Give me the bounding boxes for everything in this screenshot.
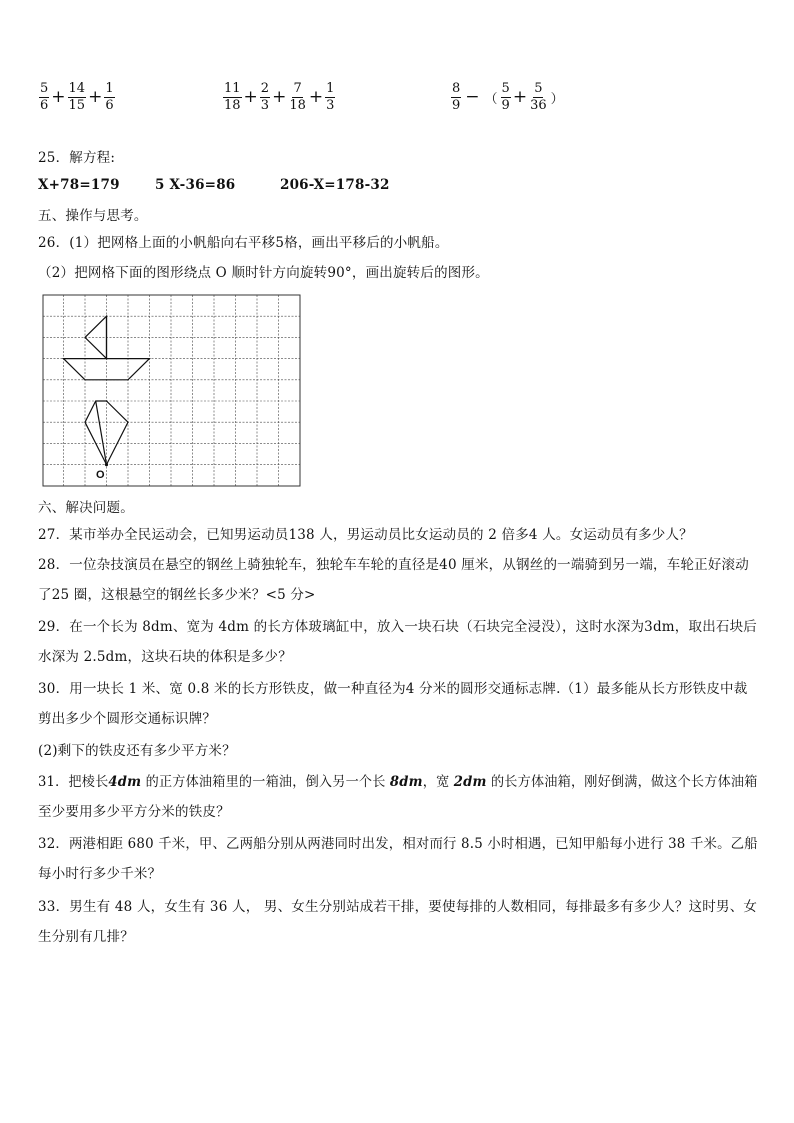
q25-title: 25．解方程: (38, 150, 116, 166)
fraction: $\frac{7}{18}$ (289, 80, 306, 113)
question-30-line-2: 剪出多少个圆形交通标识牌？ (38, 711, 217, 727)
calc-expression-1 (38, 77, 116, 117)
equation-3: 206-X=178-32 (280, 177, 390, 193)
minus-sign: − (465, 87, 480, 107)
question-32-line-1: 32．两港相距 680 千米，甲、乙两船分别从两港同时出发，相对而行 8.5 小时相遇，已知甲船每小进行 38 千米。乙船 (38, 836, 758, 852)
question-28-line-2: 了25 圈，这根悬空的钢丝长多少米？<5 分> (38, 587, 316, 603)
plus-sign: + (51, 87, 66, 107)
question-30-line-1: 30．用一块长 1 米、宽 0.8 米的长方形铁皮，做一种直径为4 分米的圆形交通标志牌.（1）最多能从长方形铁皮中裁 (38, 681, 748, 697)
question-31-line-2: 至少要用多少平方分米的铁皮？ (38, 804, 230, 820)
equation-1: X+78=179 (38, 177, 120, 193)
question-33-line-1: 33．男生有 48 人，女生有 36 人， 男、女生分别站成若干排，要使每排的人数相同，每排最多有多少人？这时男、女 (38, 899, 758, 915)
fraction: $\frac{1}{3}$ (326, 80, 335, 113)
grid-lines (43, 295, 300, 486)
fraction: $\frac{8}{9}$ (452, 80, 461, 113)
calc-expression-2 (222, 77, 336, 117)
point-o-label: O (96, 469, 105, 481)
question-29-line-1: 29．在一个长为 8dm、宽为 4dm 的长方体玻璃缸中，放入一块石块（石块完全浸没），这时水深为3dm，取出石块后 (38, 619, 757, 635)
question-28-line-1: 28．一位杂技演员在悬空的钢丝上骑独轮车，独轮车车轮的直径是40 厘米，从钢丝的一端骑到另一端，车轮正好滚动 (38, 557, 749, 573)
question-31-line-1: 31．把棱长4dm 的正方体油箱里的一箱油，倒入另一个长 8dm，宽 2dm 的长方体油箱，刚好倒满，做这个长方体油箱 (38, 774, 758, 790)
plus-sign: + (512, 87, 528, 107)
calc-expression-3 (450, 77, 566, 117)
grid-border (43, 295, 300, 486)
left-paren: （ (484, 91, 498, 107)
fraction: $\frac{5}{6}$ (40, 80, 49, 113)
fraction: $\frac{11}{18}$ (224, 80, 241, 113)
fraction: $\frac{14}{15}$ (68, 80, 86, 113)
section-6-heading: 六、解决问题。 (38, 500, 134, 516)
plus-sign: + (88, 87, 103, 107)
equation-2: 5 X-36=86 (155, 177, 236, 193)
plus-sign: + (272, 87, 287, 107)
q26-part1: 26．(1）把网格上面的小帆船向右平移5格，画出平移后的小帆船。 (38, 235, 449, 251)
point-o (105, 463, 108, 466)
fraction: $\frac{5}{36}$ (530, 80, 547, 113)
plus-sign: + (243, 87, 258, 107)
question-33-line-2: 生分别有几排？ (38, 929, 134, 945)
fraction: $\frac{5}{9}$ (501, 80, 510, 113)
question-27: 27．某市举办全民运动会，已知男运动员138 人，男运动员比女运动员的 2 倍多4 人。女运动员有多少人？ (38, 527, 693, 543)
right-paren: ） (550, 91, 564, 107)
drawing-grid (42, 294, 302, 490)
section-5-heading: 五、操作与思考。 (38, 208, 148, 224)
question-29-line-2: 水深为 2.5dm，这块石块的体积是多少？ (38, 649, 292, 665)
q26-part2: （2）把网格下面的图形绕点 O 顺时针方向旋转90°，画出旋转后的图形。 (38, 265, 489, 281)
question-32-line-2: 每小时行多少千米？ (38, 866, 162, 882)
fraction: $\frac{1}{6}$ (105, 80, 114, 113)
question-30-line-3: (2)剩下的铁皮还有多少平方米？ (38, 743, 236, 759)
plus-sign: + (308, 87, 324, 107)
fraction: $\frac{2}{3}$ (260, 80, 270, 113)
